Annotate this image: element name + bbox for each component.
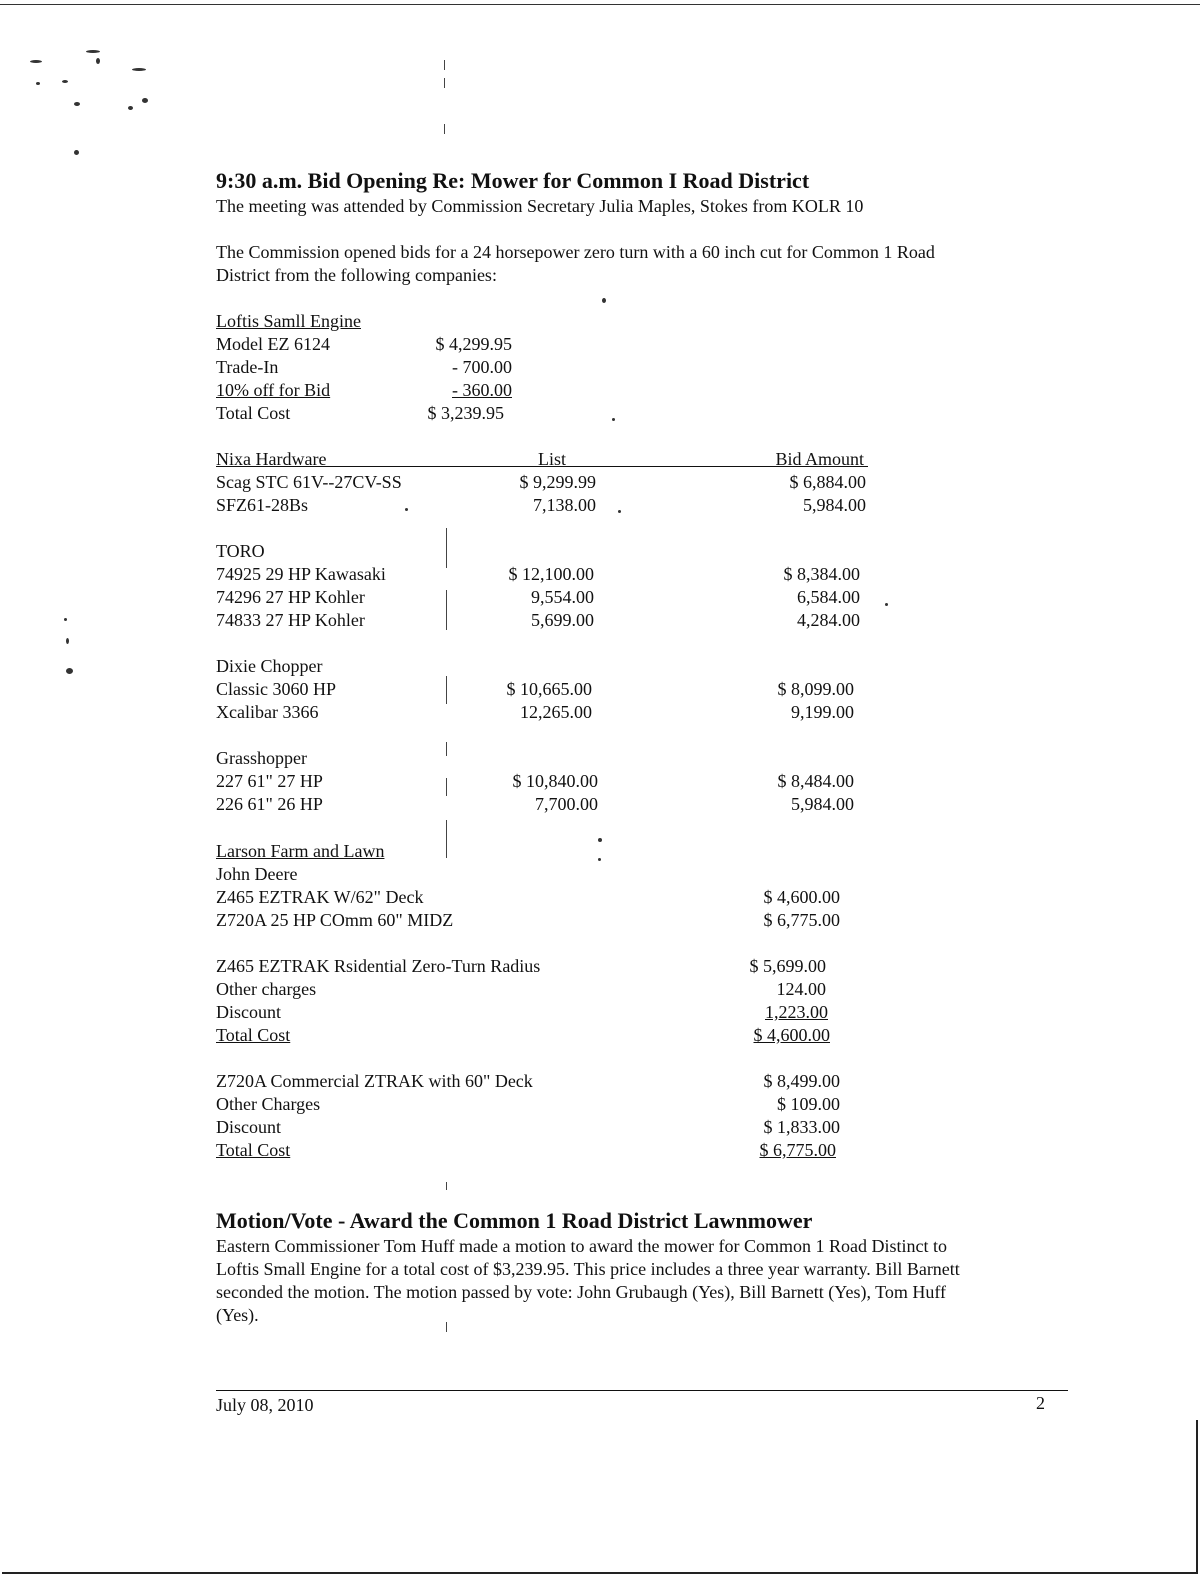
line-label: Other Charges bbox=[216, 1094, 321, 1114]
list-price: 12,265.00 bbox=[520, 702, 592, 722]
list-price: 7,138.00 bbox=[533, 495, 596, 515]
page-title: 9:30 a.m. Bid Opening Re: Mower for Common I Road District bbox=[216, 168, 810, 193]
bid-amount: 9,199.00 bbox=[791, 702, 854, 722]
scan-bottom-border bbox=[2, 1572, 1198, 1574]
intro-line-1: The Commission opened bids for a 24 horsepower zero turn with a 60 inch cut for Common 1 Road bbox=[216, 242, 935, 262]
model-label: 74925 29 HP Kawasaki bbox=[216, 564, 386, 584]
footer-date: July 08, 2010 bbox=[216, 1395, 314, 1415]
line-label: Other charges bbox=[216, 979, 317, 999]
line-value: $ 1,833.00 bbox=[763, 1117, 840, 1137]
list-price: 7,700.00 bbox=[535, 794, 598, 814]
bid-amount: $ 8,484.00 bbox=[777, 771, 854, 791]
motion-heading: Motion/Vote - Award the Common 1 Road District Lawnmower bbox=[216, 1208, 813, 1233]
model-label: 226 61" 26 HP bbox=[216, 794, 323, 814]
line-label: Discount bbox=[216, 1117, 281, 1137]
list-price: $ 12,100.00 bbox=[508, 564, 594, 584]
bid-amount: 5,984.00 bbox=[803, 495, 866, 515]
list-price: 9,554.00 bbox=[531, 587, 594, 607]
bid-amount: 5,984.00 bbox=[791, 794, 854, 814]
line-value: 1,223.00 bbox=[765, 1002, 828, 1022]
bid-column-header: Bid Amount bbox=[775, 449, 864, 469]
vendor-name: Grasshopper bbox=[216, 748, 307, 768]
line-value: 124.00 bbox=[776, 979, 826, 999]
bid-amount: $ 8,099.00 bbox=[777, 679, 854, 699]
footer-rule bbox=[216, 1390, 1068, 1391]
line-value: - 700.00 bbox=[452, 357, 512, 377]
line-label: Z465 EZTRAK Rsidential Zero-Turn Radius bbox=[216, 956, 541, 976]
motion-line: Loftis Small Engine for a total cost of $3,239.95. This price includes a three year warranty. Bill Barnett bbox=[216, 1259, 960, 1279]
page-number: 2 bbox=[1036, 1393, 1045, 1413]
list-column-header: List bbox=[538, 449, 567, 469]
total-value: $ 6,775.00 bbox=[759, 1140, 836, 1160]
motion-line: Eastern Commissioner Tom Huff made a motion to award the mower for Common 1 Road Distinct to bbox=[216, 1236, 947, 1256]
brand-name: John Deere bbox=[216, 864, 298, 884]
line-value: $ 4,299.95 bbox=[435, 334, 512, 354]
total-value: $ 4,600.00 bbox=[753, 1025, 830, 1045]
vendor-name: TORO bbox=[216, 541, 265, 561]
model-label: Classic 3060 HP bbox=[216, 679, 337, 699]
motion-line: seconded the motion. The motion passed by vote: John Grubaugh (Yes), Bill Barnett (Yes), Tom Huff bbox=[216, 1282, 947, 1302]
line-value: $ 8,499.00 bbox=[763, 1071, 840, 1091]
line-label: Model EZ 6124 bbox=[216, 334, 330, 354]
line-label: Total Cost bbox=[216, 403, 291, 423]
line-label: Total Cost bbox=[216, 1025, 291, 1045]
model-label: Xcalibar 3366 bbox=[216, 702, 319, 722]
model-label: 74833 27 HP Kohler bbox=[216, 610, 365, 630]
model-label: Z465 EZTRAK W/62" Deck bbox=[216, 887, 424, 907]
list-price: 5,699.00 bbox=[531, 610, 594, 630]
motion-line: (Yes). bbox=[216, 1305, 259, 1325]
scan-top-border bbox=[0, 4, 1200, 5]
bid-amount: $ 4,600.00 bbox=[763, 887, 840, 907]
bid-amount: $ 6,775.00 bbox=[763, 910, 840, 930]
vendor-name: Nixa Hardware bbox=[216, 449, 327, 469]
line-label: 10% off for Bid bbox=[216, 380, 331, 400]
vendor-name: Dixie Chopper bbox=[216, 656, 323, 676]
vendor-name: Loftis Samll Engine bbox=[216, 311, 361, 331]
line-label: Discount bbox=[216, 1002, 281, 1022]
vendor-name: Larson Farm and Lawn bbox=[216, 841, 385, 861]
list-price: $ 10,840.00 bbox=[512, 771, 598, 791]
line-value: - 360.00 bbox=[452, 380, 512, 400]
bid-amount: $ 6,884.00 bbox=[789, 472, 866, 492]
bid-amount: $ 8,384.00 bbox=[783, 564, 860, 584]
model-label: Z720A 25 HP COmm 60" MIDZ bbox=[216, 910, 454, 930]
bid-amount: 6,584.00 bbox=[797, 587, 860, 607]
bid-amount: 4,284.00 bbox=[797, 610, 860, 630]
list-price: $ 10,665.00 bbox=[506, 679, 592, 699]
model-label: 227 61" 27 HP bbox=[216, 771, 323, 791]
attendance-line: The meeting was attended by Commission Secretary Julia Maples, Stokes from KOLR 10 bbox=[216, 196, 864, 216]
model-label: SFZ61-28Bs bbox=[216, 495, 309, 515]
line-label: Total Cost bbox=[216, 1140, 291, 1160]
line-label: Z720A Commercial ZTRAK with 60" Deck bbox=[216, 1071, 533, 1091]
scan-right-border bbox=[1196, 1420, 1198, 1574]
line-value: $ 5,699.00 bbox=[749, 956, 826, 976]
total-value: $ 3,239.95 bbox=[427, 403, 504, 423]
line-label: Trade-In bbox=[216, 357, 279, 377]
intro-line-2: District from the following companies: bbox=[216, 265, 497, 285]
list-price: $ 9,299.99 bbox=[519, 472, 596, 492]
model-label: 74296 27 HP Kohler bbox=[216, 587, 365, 607]
model-label: Scag STC 61V--27CV-SS bbox=[216, 472, 402, 492]
line-value: $ 109.00 bbox=[777, 1094, 840, 1114]
